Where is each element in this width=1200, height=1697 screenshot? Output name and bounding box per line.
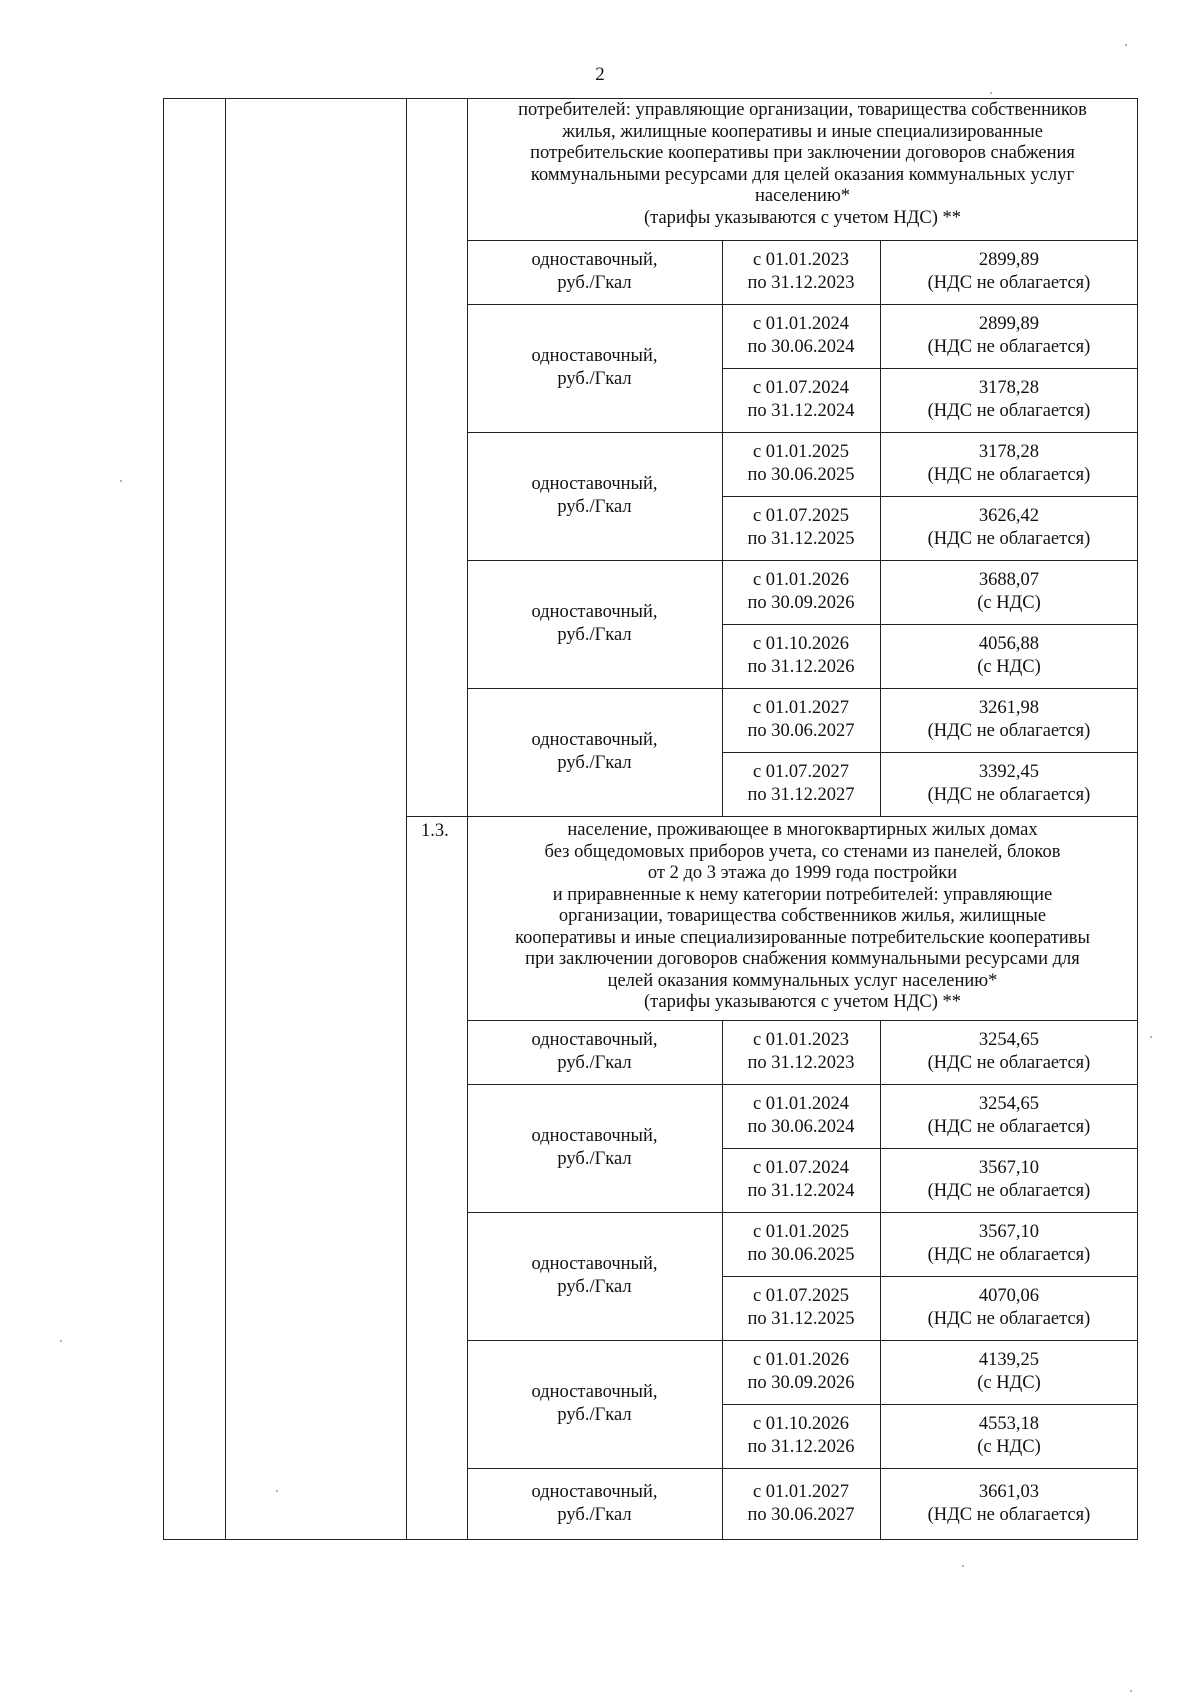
tariff-type-cell [467,432,722,560]
scan-speck [1150,1036,1152,1038]
tariff-value-cell [880,752,1138,816]
tariff-type-cell-text: одноставочный, руб./Гкал [531,1126,658,1169]
scan-speck [1130,1690,1132,1692]
period-cell [722,752,880,816]
section-13-header-line: (тарифы указываются с учетом НДС) ** [644,992,961,1012]
tariff-type-cell-text: одноставочный, руб./Гкал [531,1254,658,1297]
section-13-header-line: без общедомовых приборов учета, со стенами из панелей, блоков [544,841,1061,862]
tariff-type-cell-text: одноставочный, руб./Гкал [531,730,658,773]
period-cell [722,1276,880,1340]
tariff-value-cell-text: 3567,10 (НДС не облагается) [927,1158,1091,1201]
scan-speck [962,1565,964,1567]
section-13-header-line: кооперативы и иные специализированные потребительские кооперативы [515,927,1090,948]
tariff-type-cell [467,1340,722,1468]
tariff-value-cell [880,560,1138,624]
section-13-header-line: и приравненные к нему категории потребителей: управляющие [552,884,1053,905]
scan-speck [1125,44,1127,46]
intro-header [467,100,1138,229]
tariff-type-cell [467,304,722,432]
period-cell-text: с 01.07.2027 по 31.12.2027 [747,762,855,805]
intro-header-line: потребительские кооперативы при заключении договоров снабжения [530,143,1075,163]
section-13-header [467,820,1138,1014]
period-cell-text: с 01.10.2026 по 31.12.2026 [747,1414,855,1457]
tariff-value-cell-text: 4056,88 (с НДС) [977,634,1041,677]
period-cell [722,496,880,560]
tariff-value-cell [880,1148,1138,1212]
tariff-value-cell-text: 4139,25 (с НДС) [977,1350,1041,1393]
tariff-value-cell [880,432,1138,496]
period-cell [722,1084,880,1148]
period-cell-text: с 01.01.2027 по 30.06.2027 [747,1482,855,1525]
tariff-type-cell-text: одноставочный, руб./Гкал [531,602,658,645]
section-13-header-line: население, проживающее в многоквартирных жилых домах [567,820,1038,840]
tariff-value-cell [880,304,1138,368]
period-cell-text: с 01.01.2027 по 30.06.2027 [747,698,855,741]
period-cell [722,432,880,496]
tariff-value-cell-text: 3254,65 (НДС не облагается) [927,1094,1091,1137]
tariff-value-cell-text: 3688,07 (с НДС) [977,570,1041,613]
tariff-value-cell-text: 3178,28 (НДС не облагается) [927,378,1091,421]
section-13-header-line: при заключении договоров снабжения коммунальными ресурсами для [525,949,1080,969]
page-number: 2 [595,64,605,85]
tariff-value-cell-text: 2899,89 (НДС не облагается) [927,314,1091,357]
period-cell [722,1468,880,1540]
intro-header-line: жилья, жилищные кооперативы и иные специализированные [562,121,1043,142]
scan-speck [990,92,992,94]
tariff-value-cell-text: 3254,65 (НДС не облагается) [927,1030,1091,1073]
period-cell-text: с 01.01.2025 по 30.06.2025 [747,442,855,485]
period-cell-text: с 01.01.2025 по 30.06.2025 [747,1222,855,1265]
period-cell-text: с 01.01.2023 по 31.12.2023 [747,250,855,293]
tariff-value-cell [880,240,1138,304]
section-13-header-line: от 2 до 3 этажа до 1999 года постройки [647,863,958,883]
tariff-value-cell-text: 4553,18 (с НДС) [977,1414,1041,1457]
tariff-type-cell-text: одноставочный, руб./Гкал [531,1030,658,1073]
tariff-type-cell [467,1020,722,1084]
tariff-type-cell [467,1084,722,1212]
tariff-value-cell [880,1468,1138,1540]
section-13-header-line: целей оказания коммунальных услуг населению* [607,970,998,991]
tariff-value-cell-text: 3392,45 (НДС не облагается) [927,762,1091,805]
period-cell [722,624,880,688]
tariff-type-cell-text: одноставочный, руб./Гкал [531,250,658,293]
tariff-type-cell [467,560,722,688]
tariff-type-cell [467,240,722,304]
section-13-header-line: организации, товарищества собственников жилья, жилищные [558,906,1047,926]
period-cell [722,1404,880,1468]
tariff-value-cell-text: 3661,03 (НДС не облагается) [927,1482,1091,1525]
period-cell [722,1212,880,1276]
tariff-value-cell [880,1084,1138,1148]
period-cell-text: с 01.01.2026 по 30.09.2026 [747,570,855,613]
tariff-value-cell-text: 4070,06 (НДС не облагается) [927,1286,1091,1329]
period-cell [722,304,880,368]
period-cell-text: с 01.07.2024 по 31.12.2024 [747,1158,855,1201]
period-cell-text: с 01.07.2025 по 31.12.2025 [747,1286,855,1329]
column-divider-1 [225,98,226,1540]
tariff-value-cell [880,688,1138,752]
period-cell-text: с 01.07.2025 по 31.12.2025 [747,506,855,549]
tariff-value-cell-text: 3626,42 (НДС не облагается) [927,506,1091,549]
tariff-value-cell [880,496,1138,560]
section-divider [406,816,1138,817]
intro-header-line: (тарифы указываются с учетом НДС) ** [644,207,961,228]
section-number: 1.3. [421,821,449,841]
scan-speck [120,480,122,482]
tariff-value-cell [880,368,1138,432]
tariff-value-cell [880,1020,1138,1084]
tariff-type-cell [467,688,722,816]
scan-speck [276,1490,278,1492]
intro-header-line: потребителей: управляющие организации, товарищества собственников [518,100,1087,120]
scan-speck [60,1340,62,1342]
period-cell [722,1340,880,1404]
period-cell [722,688,880,752]
intro-header-line: населению* [754,186,851,206]
tariff-value-cell [880,1276,1138,1340]
tariff-value-cell [880,1340,1138,1404]
tariff-type-cell-text: одноставочный, руб./Гкал [531,1382,658,1425]
tariff-value-cell [880,1404,1138,1468]
period-cell-text: с 01.01.2023 по 31.12.2023 [747,1030,855,1073]
intro-header-line: коммунальными ресурсами для целей оказания коммунальных услуг [530,164,1075,185]
period-cell [722,240,880,304]
tariff-type-cell-text: одноставочный, руб./Гкал [531,346,658,389]
period-cell [722,1148,880,1212]
period-cell-text: с 01.10.2026 по 31.12.2026 [747,634,855,677]
period-cell-text: с 01.07.2024 по 31.12.2024 [747,378,855,421]
period-cell [722,560,880,624]
tariff-type-cell-text: одноставочный, руб./Гкал [531,1482,658,1525]
tariff-value-cell-text: 3261,98 (НДС не облагается) [927,698,1091,741]
period-cell-text: с 01.01.2024 по 30.06.2024 [747,1094,855,1137]
period-cell [722,368,880,432]
period-cell [722,1020,880,1084]
tariff-value-cell [880,624,1138,688]
tariff-value-cell-text: 2899,89 (НДС не облагается) [927,250,1091,293]
tariff-value-cell-text: 3178,28 (НДС не облагается) [927,442,1091,485]
period-cell-text: с 01.01.2024 по 30.06.2024 [747,314,855,357]
tariff-value-cell-text: 3567,10 (НДС не облагается) [927,1222,1091,1265]
period-cell-text: с 01.01.2026 по 30.09.2026 [747,1350,855,1393]
tariff-type-cell-text: одноставочный, руб./Гкал [531,474,658,517]
tariff-type-cell [467,1468,722,1540]
tariff-value-cell [880,1212,1138,1276]
tariff-type-cell [467,1212,722,1340]
column-divider-2 [406,98,407,1540]
